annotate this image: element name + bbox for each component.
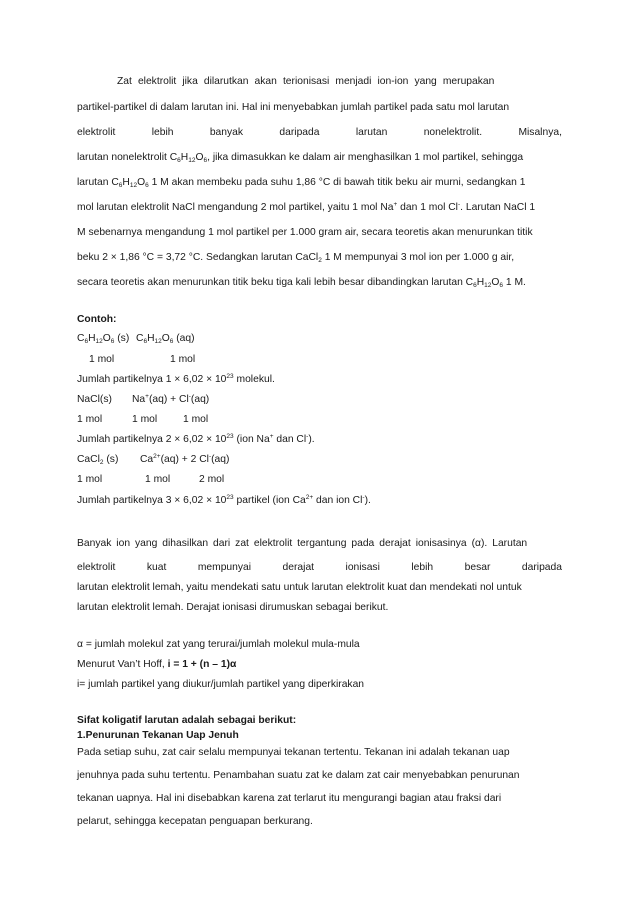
intro-word: daripada <box>279 127 320 138</box>
text-run: Jumlah partikelnya 1 × 6,02 × 10 <box>77 374 227 385</box>
subscript: 6 <box>118 182 123 189</box>
intro-line-7: M sebenarnya mengandung 1 mol partikel per 1.000 gram air, secara teoretis akan menurunkan titik <box>77 227 533 238</box>
text-run: O <box>195 152 204 163</box>
text-run: O <box>102 333 111 344</box>
text-run: (ion Na <box>233 434 270 445</box>
mol-value: 1 mol <box>170 354 196 365</box>
text-run: dan Cl <box>273 434 307 445</box>
text-run: O <box>137 177 146 188</box>
ionization-word: daripada <box>521 562 562 573</box>
text-run: ). <box>308 434 315 445</box>
intro-line-6 <box>77 201 535 214</box>
text-run: H <box>180 152 189 163</box>
superscript: - <box>306 433 309 440</box>
intro-line-1-text: Zat elektrolit jika dilarutkan akan terionisasi menjadi ion-ion yang merupakan <box>117 76 495 87</box>
intro-word: Misalnya, <box>518 127 562 138</box>
subscript: 6 <box>84 338 89 345</box>
text-run: H <box>88 333 96 344</box>
subscript: 6 <box>499 282 504 289</box>
mol-value: 1 mol <box>89 354 115 365</box>
superscript: 2+ <box>153 453 161 460</box>
superscript: + <box>269 433 274 440</box>
example-reaction-glucose <box>77 332 129 345</box>
intro-line-1 <box>117 75 562 88</box>
subscript: 12 <box>95 338 103 345</box>
ionization-line-4: larutan elektrolit lemah. Derajat ionisasi dirumuskan sebagai berikut. <box>77 602 389 613</box>
text-run: H <box>122 177 130 188</box>
colligative-line-2: jenuhnya pada suhu tertentu. Penambahan suatu zat ke dalam zat cair menyebabkan penurunan <box>77 770 520 781</box>
subscript: 12 <box>154 338 162 345</box>
example-reaction-nacl: NaCl(s) <box>77 394 112 405</box>
mol-value: 1 mol <box>77 474 103 485</box>
superscript: + <box>145 393 149 400</box>
ionization-word: kuat <box>146 562 167 573</box>
ionization-word: lebih <box>411 562 434 573</box>
intro-line-3 <box>77 126 562 139</box>
colligative-heading: Sifat koligatif larutan adalah sebagai berikut: <box>77 715 297 726</box>
colligative-line-3: tekanan uapnya. Hal ini disebabkan karena zat terlarut itu mengurangi bagian atau fraksi dari <box>77 793 502 804</box>
intro-line-9 <box>77 276 526 289</box>
ionization-word: mempunyai <box>197 562 252 573</box>
text-run: larutan nonelektrolit C <box>77 152 178 163</box>
alpha-formula: α = jumlah molekul zat yang terurai/jumlah molekul mula-mula <box>77 639 360 650</box>
intro-word: banyak <box>209 127 244 138</box>
product <box>140 453 229 466</box>
text-run: 1 M. <box>503 277 526 288</box>
intro-word: lebih <box>151 127 174 138</box>
text-run: mol larutan elektrolit NaCl mengandung 2 mol partikel, yaitu 1 mol Na <box>77 202 394 213</box>
ionization-line-3: larutan elektrolit lemah, yaitu mendekati satu untuk larutan elektrolit kuat dan mendekati nol untuk <box>77 582 522 593</box>
text-run: (aq) + Cl <box>148 394 189 405</box>
intro-word: nonelektrolit. <box>423 127 483 138</box>
particle-count-line <box>77 494 371 507</box>
subscript: 6 <box>169 338 174 345</box>
ionization-line-2 <box>77 561 562 574</box>
text-run: Ca <box>140 454 154 465</box>
superscript: + <box>393 201 398 208</box>
text-run: Jumlah partikelnya 2 × 6,02 × 10 <box>77 434 227 445</box>
colligative-line-4: pelarut, sehingga kecepatan penguapan berkurang. <box>77 816 313 827</box>
text-run: C <box>136 333 144 344</box>
text-run: Jumlah partikelnya 3 × 6,02 × 10 <box>77 495 227 506</box>
mol-value: 1 mol <box>132 414 158 425</box>
reactant <box>77 333 129 344</box>
i-definition: i= jumlah partikel yang diukur/jumlah partikel yang diperkirakan <box>77 679 365 690</box>
mol-value: 1 mol <box>77 414 103 425</box>
vanthoff-line <box>77 658 236 671</box>
ionization-word: besar <box>464 562 491 573</box>
text-run: O <box>161 333 170 344</box>
superscript: 2+ <box>305 494 314 501</box>
superscript: - <box>208 453 212 460</box>
text-run: (s) <box>103 454 119 465</box>
text-run: secara teoretis akan menurunkan titik beku tiga kali lebih besar dibandingkan larutan C <box>77 277 474 288</box>
mol-value: 2 mol <box>199 474 225 485</box>
subscript: 6 <box>110 338 115 345</box>
intro-line-5 <box>77 176 525 189</box>
superscript: - <box>457 201 461 208</box>
text-run: dan 1 mol Cl <box>397 202 458 213</box>
text-run: Na <box>132 394 146 405</box>
text-run: molekul. <box>233 374 275 385</box>
text-run: , jika dimasukkan ke dalam air menghasilkan 1 mol partikel, sehingga <box>207 152 524 163</box>
text-run: (aq) <box>190 394 210 405</box>
intro-word: elektrolit <box>77 127 116 138</box>
subscript: 12 <box>129 182 138 189</box>
particle-count-line <box>77 373 275 386</box>
subscript: 6 <box>143 338 148 345</box>
text-run: partikel (ion Ca <box>233 495 306 506</box>
text-run: beku 2 × 1,86 °C = 3,72 °C. Sedangkan larutan CaCl <box>77 252 319 263</box>
colligative-line-1: Pada setiap suhu, zat cair selalu mempunyai tekanan tertentu. Tekanan ini adalah tekanan uap <box>77 747 510 758</box>
mol-value: 1 mol <box>145 474 171 485</box>
product <box>136 332 195 345</box>
example-heading: Contoh: <box>77 314 117 325</box>
text-run: 1 M akan membeku pada suhu 1,86 °C di bawah titik beku air murni, sedangkan 1 <box>148 177 526 188</box>
product <box>132 393 209 406</box>
subscript: 12 <box>188 157 196 164</box>
example-reaction-cacl2 <box>77 453 118 466</box>
intro-line-8 <box>77 251 514 264</box>
text-run: . Larutan NaCl 1 <box>460 202 536 213</box>
subscript: 6 <box>473 282 477 289</box>
text-run: dan ion Cl <box>313 495 363 506</box>
intro-word: larutan <box>355 127 388 138</box>
text-run: O <box>491 277 500 288</box>
subscript: 6 <box>177 157 181 164</box>
text-run: Banyak ion yang dihasilkan dari zat elektrolit tergantung pada derajat ionisasinya (α). Larutan <box>77 538 528 549</box>
subscript: 2 <box>318 257 322 264</box>
subscript: 12 <box>484 282 492 289</box>
text-run: CaCl <box>77 454 100 465</box>
text-run: (s) <box>114 333 130 344</box>
mol-value: 1 mol <box>183 414 209 425</box>
ionization-word: elektrolit <box>77 562 116 573</box>
text-run: (aq) <box>211 454 230 465</box>
text-run: H <box>476 277 485 288</box>
text-run: Menurut Van’t Hoff, <box>77 659 168 670</box>
text-run: larutan C <box>77 177 119 188</box>
subscript: 2 <box>99 459 104 466</box>
ionization-line-1 <box>77 537 562 550</box>
vanthoff-formula: i = 1 + (n – 1)α <box>167 659 237 670</box>
text-run: C <box>77 333 85 344</box>
text-run: (aq) <box>173 333 195 344</box>
ionization-word: ionisasi <box>345 562 380 573</box>
intro-line-2: partikel-partikel di dalam larutan ini. Hal ini menyebabkan jumlah partikel pada satu mol larutan <box>77 102 510 113</box>
superscript: - <box>188 393 191 400</box>
text-run: (aq) + 2 Cl <box>160 454 209 465</box>
text-run: ). <box>364 495 371 506</box>
subscript: 6 <box>145 182 149 189</box>
subscript: 6 <box>203 157 208 164</box>
text-run: H <box>147 333 155 344</box>
superscript: 23 <box>226 433 234 440</box>
superscript: 23 <box>226 373 234 380</box>
text-run: 1 M mempunyai 3 mol ion per 1.000 g air, <box>321 252 515 263</box>
particle-count-line <box>77 433 315 446</box>
superscript: 23 <box>226 494 234 501</box>
colligative-subheading: 1.Penurunan Tekanan Uap Jenuh <box>77 730 239 741</box>
ionization-word: derajat <box>282 562 315 573</box>
intro-line-4 <box>77 151 523 164</box>
superscript: - <box>362 494 365 501</box>
